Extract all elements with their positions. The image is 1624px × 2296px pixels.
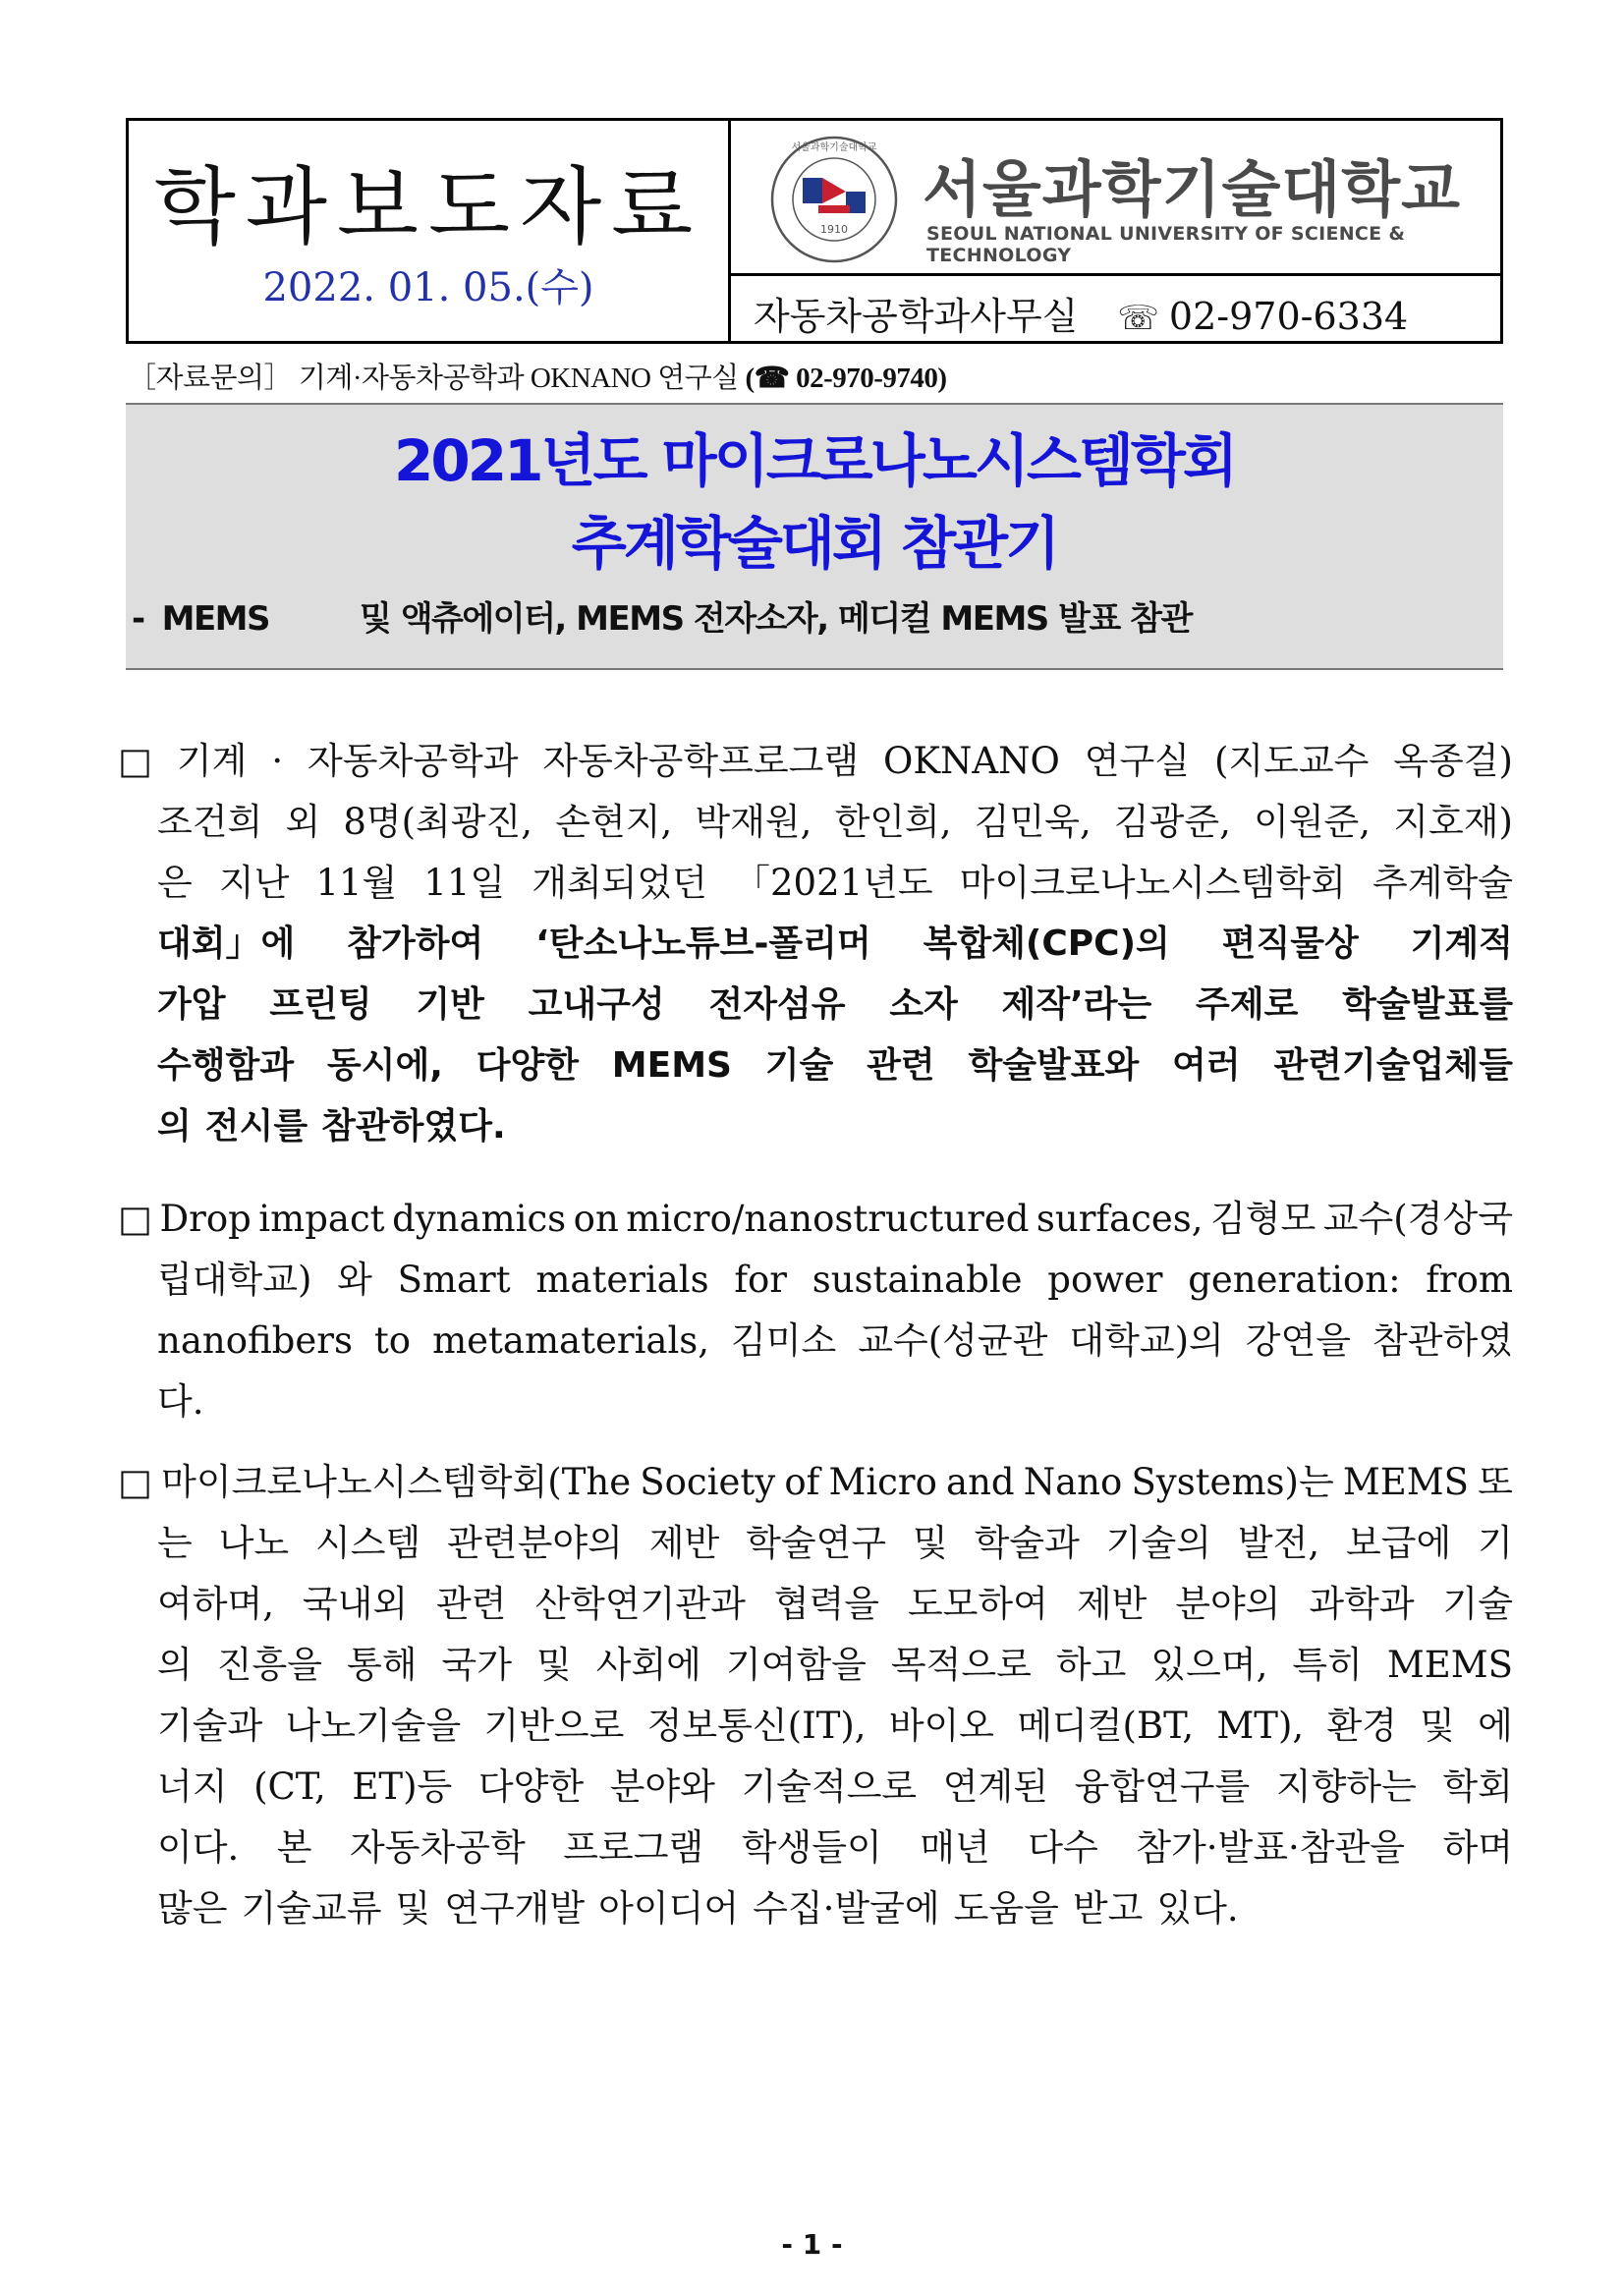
university-english-name: SEOUL NATIONAL UNIVERSITY OF SCIENCE & TECHNOLOGY bbox=[926, 223, 1406, 266]
paragraph-line: 너지 (CT, ET)등 다양한 분야와 기술적으로 연계된 융합연구를 지향하는 학회 bbox=[157, 1765, 1513, 1808]
paragraph-2 bbox=[118, 1189, 1513, 1432]
paragraph-line: 여하며, 국내외 관련 산학연기관과 협력을 도모하여 제반 분야의 과학과 기술 bbox=[157, 1583, 1513, 1625]
subtitle-part-a: MEMS bbox=[161, 599, 270, 639]
paragraph-line: □ Drop impact dynamics on micro/nanostructured surfaces, 김형모 교수(경상국 bbox=[118, 1198, 1513, 1240]
paragraph-line: 은 지난 11월 11일 개최되었던 「2021년도 마이크로나노시스템학회 추계학술 bbox=[157, 862, 1513, 904]
inquiry-text: 기계·자동차공학과 OKNANO 연구실 bbox=[298, 363, 739, 394]
release-date: 2022. 01. 05.(수) bbox=[262, 265, 594, 310]
inquiry-phone: (☎ 02-970-9740) bbox=[745, 363, 947, 394]
press-release-header bbox=[126, 118, 1503, 344]
paragraph-line: 는 나노 시스템 관련분야의 제반 학술연구 및 학술과 기술의 발전, 보급에 기 bbox=[157, 1522, 1513, 1564]
office-contact bbox=[754, 286, 1490, 340]
paragraph-3 bbox=[118, 1452, 1513, 1939]
paragraph-line: 립대학교) 와 Smart materials for sustainable power generation: from bbox=[157, 1259, 1513, 1301]
header-divider-horizontal bbox=[728, 273, 1500, 276]
page-number: - 1 - bbox=[781, 2228, 843, 2261]
office-name: 자동차공학과사무실 bbox=[754, 295, 1079, 338]
paragraph-line: 의 진흥을 통해 국가 및 사회에 기여함을 목적으로 하고 있으며, 특히 MEMS bbox=[157, 1644, 1513, 1686]
paragraph-line: 기술과 나노기술을 기반으로 정보통신(IT), 바이오 메디컬(BT, MT), 환경 및 에 bbox=[157, 1705, 1513, 1747]
university-seal-logo bbox=[769, 135, 899, 264]
inquiry-line bbox=[128, 356, 947, 396]
subtitle-part-b: 및 액츄에이터, MEMS 전자소자, 메디컬 MEMS 발표 참관 bbox=[360, 599, 1192, 639]
paragraph-line: □ 기계 · 자동차공학과 자동차공학프로그램 OKNANO 연구실 (지도교수 옥종걸) bbox=[118, 740, 1513, 782]
press-release-title: 학과보도자료 bbox=[153, 158, 703, 256]
paragraph-line: 가압 프린팅 기반 고내구성 전자섬유 소자 제작’라는 주제로 학술발표를 bbox=[157, 984, 1513, 1025]
paragraph-line: nanofibers to metamaterials, 김미소 교수(성균관 대학교)의 강연을 참관하였 bbox=[157, 1319, 1513, 1362]
university-name: 서울과학기술대학교 bbox=[923, 153, 1462, 225]
svg-text:서울과학기술대학교: 서울과학기술대학교 bbox=[791, 142, 877, 153]
headline-subtitle bbox=[132, 591, 1192, 640]
office-phone: 02-970-6334 bbox=[1168, 295, 1409, 338]
paragraph-line: 다. bbox=[157, 1380, 204, 1423]
svg-text:1910: 1910 bbox=[820, 223, 848, 236]
paragraph-line: 많은 기술교류 및 연구개발 아이디어 수집·발굴에 도움을 받고 있다. bbox=[157, 1887, 1239, 1930]
headline-line-2: 추계학술대회 참관기 bbox=[571, 510, 1058, 577]
paragraph-line: □ 마이크로나노시스템학회(The Society of Micro and Nano Systems)는 MEMS 또 bbox=[118, 1461, 1513, 1503]
paragraph-line: 수행함과 동시에, 다양한 MEMS 기술 관련 학술발표와 여러 관련기술업체들 bbox=[157, 1045, 1513, 1086]
headline-line-1: 2021년도 마이크로나노시스템학회 bbox=[394, 427, 1235, 494]
paragraph-1 bbox=[118, 731, 1513, 1157]
phone-icon: ☏ bbox=[1117, 299, 1159, 338]
paragraph-line: 의 전시를 참관하였다. bbox=[157, 1106, 506, 1147]
paragraph-line: 대회」에 참가하여 ‘탄소나노튜브-폴리머 복합체(CPC)의 편직물상 기계적 bbox=[157, 924, 1513, 964]
headline-box bbox=[126, 403, 1503, 670]
header-divider-vertical bbox=[728, 121, 731, 341]
paragraph-line: 이다. 본 자동차공학 프로그램 학생들이 매년 다수 참가·발표·참관을 하며 bbox=[157, 1826, 1513, 1869]
inquiry-label: ［자료문의］ bbox=[128, 363, 293, 394]
paragraph-line: 조건희 외 8명(최광진, 손현지, 박재원, 한인희, 김민욱, 김광준, 이원준, 지호재) bbox=[157, 801, 1513, 843]
subtitle-dash: - bbox=[132, 599, 144, 639]
